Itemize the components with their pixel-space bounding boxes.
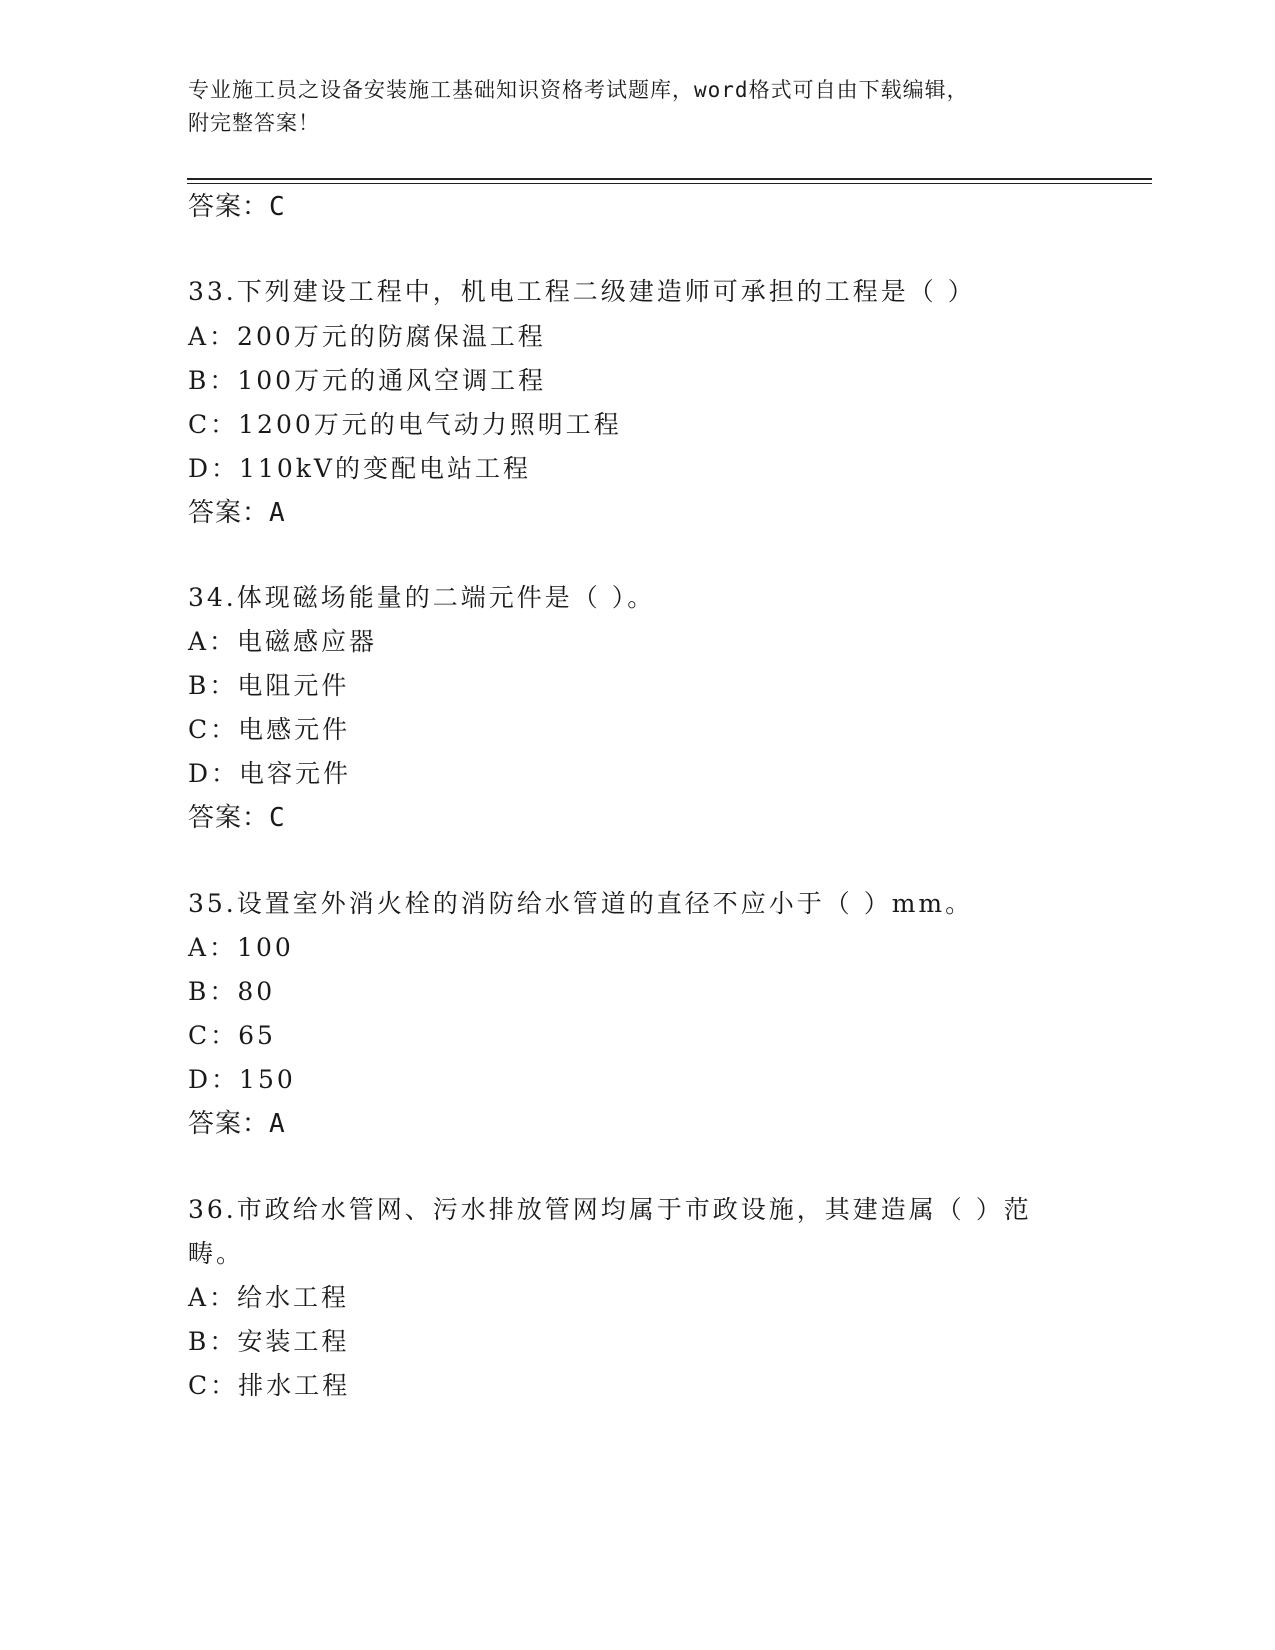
question-34-option-d: D：电容元件 (188, 759, 352, 788)
question-36-option-b: B：安装工程 (188, 1327, 350, 1356)
question-33-option-c: C：1200万元的电气动力照明工程 (188, 410, 622, 439)
question-33-option-a: A：200万元的防腐保温工程 (188, 322, 546, 351)
question-35-option-a: A：100 (188, 933, 294, 962)
document-header (188, 74, 1068, 140)
question-33-option-d: D：110kV的变配电站工程 (188, 454, 531, 483)
question-36-option-c: C：排水工程 (188, 1371, 351, 1400)
question-36-stem-line-2: 畴。 (188, 1239, 245, 1268)
header-divider-thick (187, 178, 1152, 180)
question-34-option-b: B：电阻元件 (188, 671, 350, 700)
header-line-1: 专业施工员之设备安装施工基础知识资格考试题库，word格式可自由下载编辑， (188, 78, 969, 102)
question-35-option-c: C：65 (188, 1021, 276, 1050)
question-35-option-b: B：80 (188, 977, 276, 1006)
header-divider-thin (187, 183, 1152, 184)
question-35-stem: 35.设置室外消火栓的消防给水管道的直径不应小于（ ）mm。 (188, 889, 974, 918)
question-34-option-c: C：电感元件 (188, 715, 351, 744)
question-33-option-b: B：100万元的通风空调工程 (188, 366, 547, 395)
question-36-stem-line-1: 36.市政给水管网、污水排放管网均属于市政设施，其建造属（ ）范 (188, 1195, 1032, 1224)
question-34-answer: 答案：C (188, 803, 286, 833)
question-35-option-d: D：150 (188, 1065, 296, 1094)
previous-answer: 答案：C (188, 192, 286, 222)
question-34-option-a: A：电磁感应器 (188, 627, 378, 656)
header-line-2: 附完整答案！ (188, 111, 320, 135)
question-35-answer: 答案：A (188, 1109, 286, 1139)
question-34-stem: 34.体现磁场能量的二端元件是（ ）。 (188, 583, 656, 612)
question-36-option-a: A：给水工程 (188, 1283, 350, 1312)
question-33-answer: 答案：A (188, 498, 286, 528)
question-33-stem: 33.下列建设工程中，机电工程二级建造师可承担的工程是（ ） (188, 277, 976, 306)
